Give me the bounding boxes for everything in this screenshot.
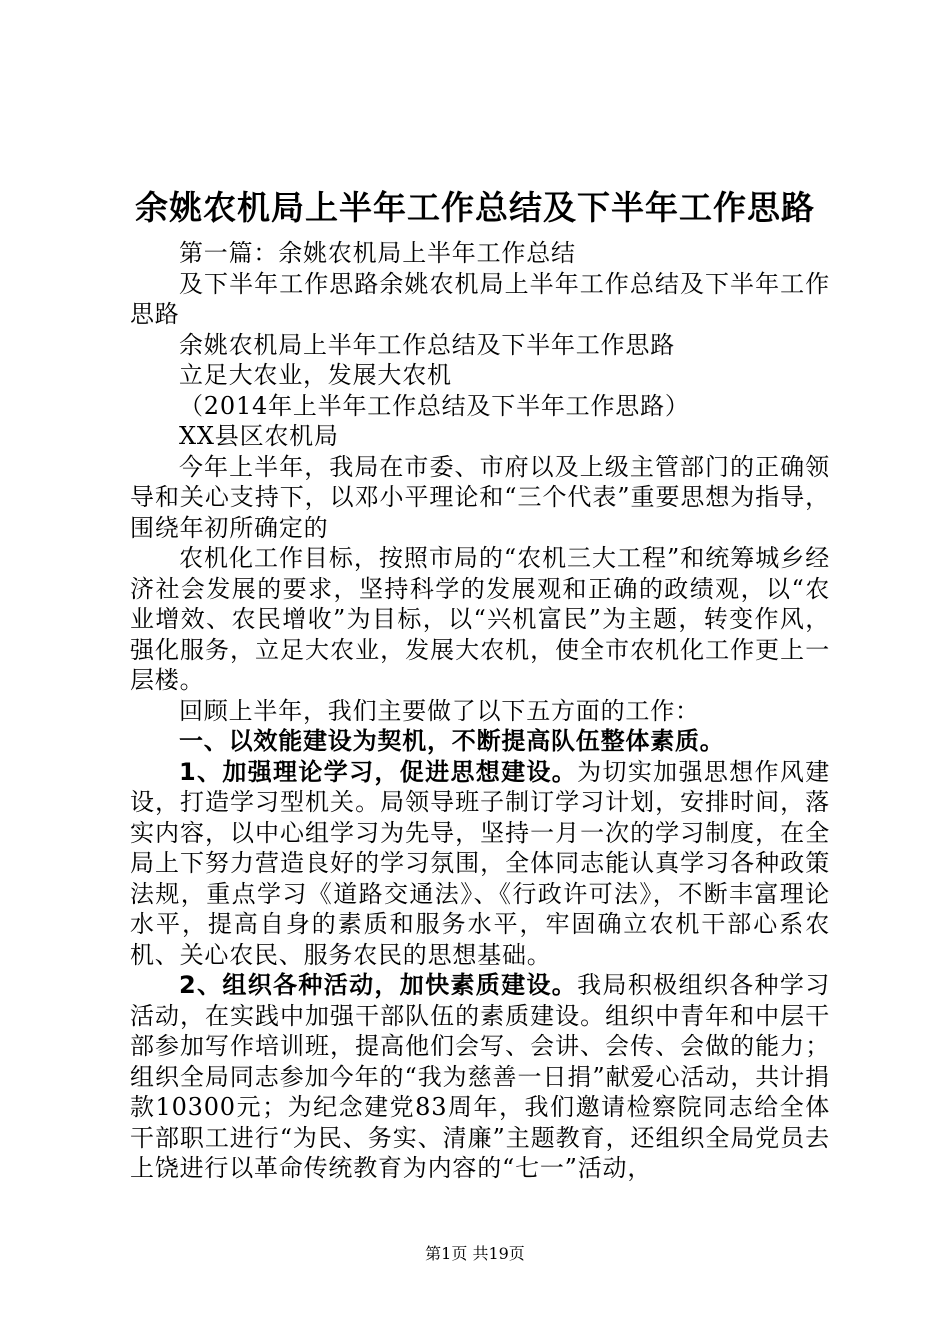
section-heading: 一、以效能建设为契机，不断提高队伍整体素质。 bbox=[179, 727, 725, 755]
paragraph: 及下半年工作思路余姚农机局上半年工作总结及下半年工作思路 bbox=[130, 269, 830, 328]
paragraph: 今年上半年，我局在市委、市府以及上级主管部门的正确领导和关心支持下，以邓小平理论和“三个代表”重要思想为指导，围绕年初所确定的 bbox=[130, 452, 830, 542]
paragraph: 农机化工作目标，按照市局的“农机三大工程”和统筹城乡经济社会发展的要求，坚持科学的发展观和正确的政绩观，以“农业增效、农民增收”为目标，以“兴机富民”为主题，转变作风，强化服务，立足大农业，发展大农机，使全市农机化工作更上一层楼。 bbox=[130, 544, 830, 694]
paragraph: 立足大农业，发展大农机 bbox=[179, 361, 452, 389]
item-lead: 1、加强理论学习，促进思想建设。 bbox=[179, 757, 578, 786]
document-title: 余姚农机局上半年工作总结及下半年工作思路 bbox=[135, 188, 815, 227]
document-body bbox=[130, 238, 830, 1184]
paragraph: XX县区农机局 bbox=[179, 422, 339, 450]
numbered-item bbox=[130, 757, 830, 971]
paragraph: 回顾上半年，我们主要做了以下五方面的工作： bbox=[179, 696, 700, 725]
paragraph: （2014年上半年工作总结及下半年工作思路） bbox=[179, 391, 690, 420]
item-text: 我局积极组织各种学习活动，在实践中加强干部队伍的素质建设。组织中青年和中层干部参加写作培训班，提高他们会写、会讲、会传、会做的能力；组织全局同志参加今年的“我为慈善一日捐”献爱心活动，共计捐款10300元；为纪念建党83周年，我们邀请检察院同志给全体干部职工进行“为民、务实、清廉”主题教育，还组织全局党员去上饶进行以革命传统教育为内容的“七一”活动， bbox=[130, 971, 830, 1182]
page-number: 第1页 共19页 bbox=[425, 1244, 525, 1263]
numbered-item bbox=[130, 970, 830, 1184]
paragraph: 第一篇：余姚农机局上半年工作总结 bbox=[179, 239, 576, 267]
item-lead: 2、组织各种活动，加快素质建设。 bbox=[179, 971, 578, 999]
item-text: 为切实加强思想作风建设，打造学习型机关。局领导班子制订学习计划，安排时间，落实内容，以中心组学习为先导，坚持一月一次的学习制度，在全局上下努力营造良好的学习氛围，全体同志能认真学习各种政策法规，重点学习《道路交通法》、《行政许可法》，不断丰富理论水平，提高自身的素质和服务水平，牢固确立农机干部心系农机、关心农民、服务农民的思想基础。 bbox=[130, 757, 830, 969]
paragraph: 余姚农机局上半年工作总结及下半年工作思路 bbox=[179, 330, 675, 359]
